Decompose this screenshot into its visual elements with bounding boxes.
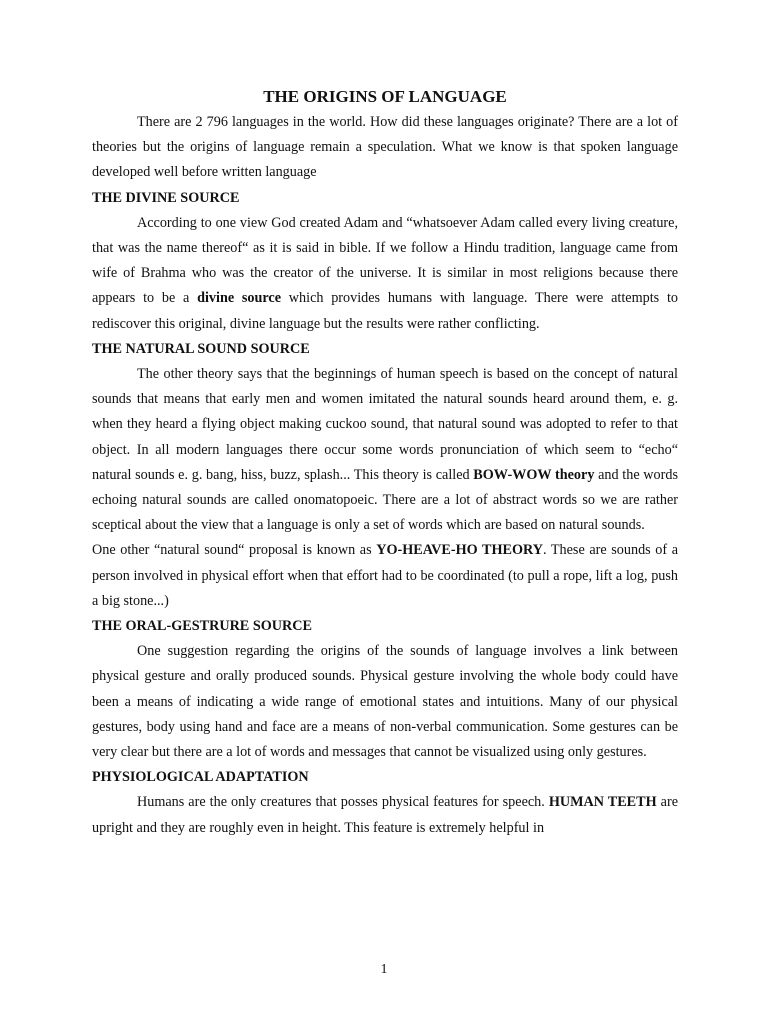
- natural2-text-a: One other “natural sound“ proposal is known as: [92, 542, 377, 559]
- physio-text-b: are upright and they are roughly even in height. This feature is extremely helpful in: [92, 794, 679, 836]
- natural-text-a: The other theory says that the beginnings of human speech is based on the concept of natural sounds that means that early men and women imitated the natural sounds heard around them, e. g. when they heard a flying object making cuckoo sound, that natural sound was adopted to refer to that object. In all modern languages there occur some words pronunciation of which seem to “echo“ natural sounds e. g. bang, hiss, buzz, splash... This theory is called: [92, 366, 678, 483]
- physio-bold-term: HUMAN TEETH: [548, 794, 657, 811]
- section-heading-oral: THE ORAL-GESTRURE SOURCE: [92, 618, 312, 635]
- section-heading-natural: THE NATURAL SOUND SOURCE: [92, 340, 310, 357]
- natural2-text-b: . These are sounds of a person involved in physical effort when that effort had to be coordinated (to pull a rope, lift a log, push a big stone...): [92, 542, 678, 609]
- page-title: THE ORIGINS OF LANGUAGE: [263, 87, 507, 106]
- divine-paragraph: [92, 211, 678, 337]
- physio-paragraph: [92, 790, 678, 840]
- divine-text-b: which provides humans with language. There were attempts to rediscover this original, divine language but the results were rather conflicting.: [92, 290, 678, 332]
- natural2-bold-term: YO-HEAVE-HO THEORY: [376, 542, 543, 559]
- page-number: 1: [380, 962, 388, 977]
- natural-bold-term: BOW-WOW theory: [473, 466, 595, 483]
- oral-paragraph: One suggestion regarding the origins of the sounds of language involves a link between physical gesture and orally produced sounds. Physical gesture involving the whole body could have been a means of indicating a wide range of emotional states and intuitions. Many of our physical gestures, body using hand and face are a means of non-verbal communication. Some gestures can be very clear but there are a lot of words and messages that cannot be visualized using only gestures.: [92, 643, 678, 761]
- document-page: [92, 86, 678, 841]
- section-heading-divine: THE DIVINE SOURCE: [92, 189, 240, 206]
- natural-paragraph-1: [92, 362, 678, 538]
- section-heading-physio: PHYSIOLOGICAL ADAPTATION: [92, 769, 309, 786]
- divine-bold-term: divine source: [197, 290, 282, 307]
- intro-paragraph: There are 2 796 languages in the world. How did these languages originate? There are a lot of theories but the origins of language remain a speculation. What we know is that spoken language developed well before written language: [92, 114, 678, 181]
- physio-text-a: Humans are the only creatures that posses physical features for speech.: [137, 794, 549, 811]
- divine-text-a: According to one view God created Adam and “whatsoever Adam called every living creature, that was the name thereof“ as it is said in bible. If we follow a Hindu tradition, language came from wife of Brahma who was the creator of the universe. It is similar in most religions because there appears to be a: [92, 214, 678, 307]
- natural-paragraph-2: [92, 538, 678, 614]
- natural-text-b: and the words echoing natural sounds are called onomatopoeic. There are a lot of abstract words so we are rather sceptical about the view that a language is only a set of words which are based on natural sounds.: [92, 466, 678, 534]
